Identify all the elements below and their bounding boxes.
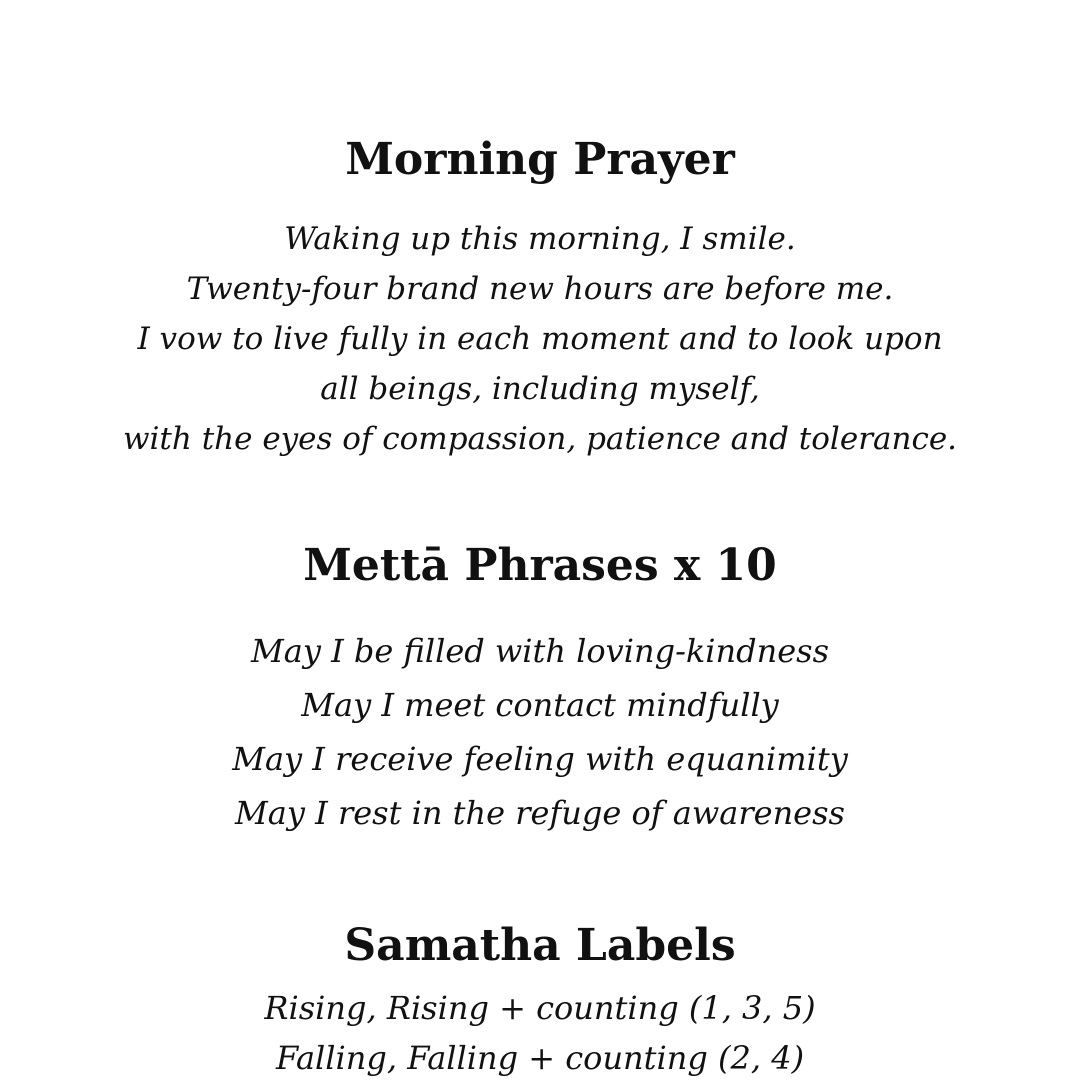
morning-prayer-line: all beings, including myself, [320, 371, 760, 407]
morning-prayer-text [0, 214, 1080, 464]
morning-prayer-title: Morning Prayer [345, 134, 735, 185]
samatha-label-line: Falling, Falling + counting (2, 4) [275, 1039, 805, 1077]
morning-prayer-line: Waking up this morning, I smile. [284, 221, 796, 257]
metta-phrase-line: May I rest in the refuge of awareness [235, 794, 845, 832]
metta-phrases-title: Mettā Phrases x 10 [303, 540, 777, 591]
metta-phrase-line: May I be filled with loving-kindness [251, 632, 829, 670]
metta-phrase-line: May I receive feeling with equanimity [232, 740, 848, 778]
metta-phrase-line: May I meet contact mindfully [301, 686, 779, 724]
samatha-label-line: Rising, Rising + counting (1, 3, 5) [264, 989, 816, 1027]
morning-prayer-line: with the eyes of compassion, patience and tolerance. [122, 421, 958, 457]
samatha-labels-text [0, 983, 1080, 1083]
morning-prayer-line: I vow to live fully in each moment and to look upon [137, 321, 943, 357]
samatha-labels-title: Samatha Labels [344, 920, 736, 971]
morning-prayer-line: Twenty-four brand new hours are before me. [186, 271, 894, 307]
metta-phrases-text [0, 624, 1080, 840]
